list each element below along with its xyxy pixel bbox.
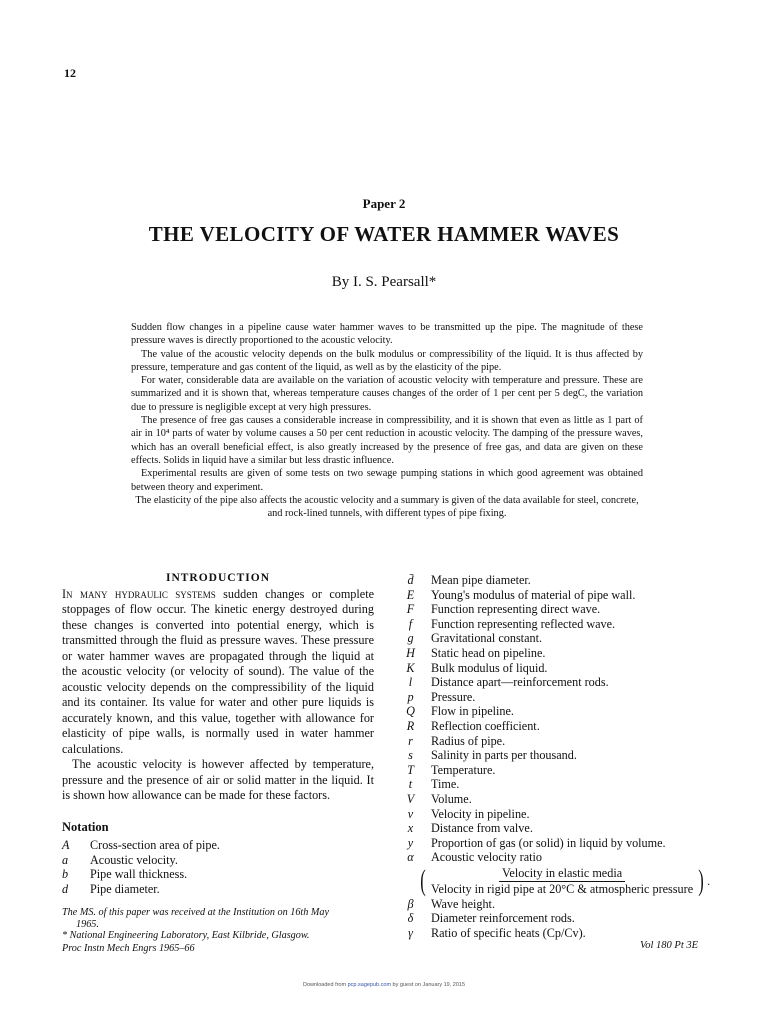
notation-row (390, 792, 720, 807)
abstract-paragraph: The value of the acoustic velocity depends on the bulk modulus or compressibility of the liquid. It is thus affected by pressure, temperature and gas content of the liquid, as well as by the elasticity of the pipe. (131, 348, 643, 373)
notation-row (390, 926, 720, 941)
notation-symbol: V (406, 791, 415, 806)
notation-row (390, 911, 720, 926)
page-number: 12 (64, 66, 76, 80)
right-parenthesis: ) (698, 864, 704, 898)
notation-description: Cross-section area of pipe. (90, 838, 220, 852)
left-parenthesis: ( (420, 864, 426, 898)
notation-description: Bulk modulus of liquid. (431, 660, 548, 675)
notation-symbol: g (407, 631, 414, 646)
notation-symbol: d̄ (407, 573, 414, 587)
received-note: The MS. of this paper was received at the Institution on 16th May (62, 907, 330, 918)
notation-symbol: H (406, 645, 415, 660)
notation-description: Reflection coefficient. (431, 718, 540, 733)
introduction-heading: INTRODUCTION (165, 572, 270, 584)
notation-row (390, 661, 720, 676)
notation-description: Distance apart—reinforcement rods. (431, 675, 609, 690)
notation-row (62, 838, 382, 853)
notation-symbol: E (406, 587, 415, 602)
ratio-numerator: Velocity in elastic media (499, 866, 625, 882)
notation-description: Pipe diameter. (90, 881, 160, 896)
notation-description: Mean pipe diameter. (431, 573, 531, 587)
author-line: By I. S. Pearsall* (331, 274, 437, 290)
notation-symbol: R (406, 718, 415, 733)
notation-description: Acoustic velocity ratio (431, 850, 543, 865)
notation-symbol: d (62, 881, 69, 896)
abstract (131, 321, 643, 520)
volume-label: Vol 180 Pt 3E (640, 940, 699, 951)
notation-description: Function representing reflected wave. (431, 616, 616, 631)
notation-row (390, 646, 720, 661)
affiliation-note: * National Engineering Laboratory, East Kilbride, Glasgow. (62, 930, 310, 941)
notation-row (62, 867, 382, 882)
download-notice (0, 982, 768, 988)
notation-row (390, 704, 720, 719)
notation-symbol: Q (406, 704, 415, 719)
notation-symbol: p (407, 689, 414, 704)
notation-description: Time. (431, 777, 460, 792)
footnotes (62, 907, 392, 942)
notation-symbol: F (406, 602, 415, 617)
notation-description: Radius of pipe. (431, 733, 506, 748)
notation-row (390, 807, 720, 822)
notation-row (390, 675, 720, 690)
ratio-fraction (428, 866, 696, 897)
notation-symbol: b (62, 867, 69, 882)
notation-row (390, 850, 720, 865)
paper-title: THE VELOCITY OF WATER HAMMER WAVES (148, 222, 620, 246)
abstract-paragraph: The presence of free gas causes a considerable increase in compressibility, and it is shown that even as little as 1 part of air in 10⁴ parts of water by volume causes a 50 per cent reduction in acoustic velocity. The damping of the pressure waves, which has an overall beneficial effect, is also greatly increased by the presence of free gas, and data are given on these effects. Solids in liquid have a similar but less drastic influence. (131, 415, 643, 466)
notation-symbol: l (408, 675, 413, 690)
introduction-section (62, 571, 374, 804)
introduction-paragraph: The acoustic velocity is however affected by temperature, pressure and the presence of air or solid matter in the liquid. It is shown how allowance can be made for these factors. (62, 757, 374, 802)
notation-row (390, 719, 720, 734)
introduction-lead-in: In many hydraulic systems (62, 586, 216, 601)
notation-description: Pressure. (431, 689, 476, 704)
notation-description: Velocity in pipeline. (431, 806, 530, 821)
notation-symbol: A (62, 838, 70, 852)
introduction-text: sudden changes or complete stoppages of flow occur. The kinetic energy destroyed during these changes is converted into potential energy, which is transmitted through the fluid as pressure waves. These pressure or water hammer waves are propagated through the liquid at the acoustic velocity (or velocity of sound). The value of the acoustic velocity depends on the compressibility of the liquid and its container. Its value for water and other pure liquids is accurately known, and this value, together with allowance for elasticity of pipe walls, is normally used in water hammer calculations. (62, 586, 374, 756)
notation-symbol: δ (407, 911, 414, 926)
notation-description: Temperature. (431, 762, 496, 777)
notation-description: Diameter reinforcement rods. (431, 911, 575, 926)
notation-row (390, 631, 720, 646)
notation-symbol: T (407, 762, 414, 777)
notation-row (390, 573, 720, 588)
notation-description: Flow in pipeline. (431, 704, 514, 719)
notation-row (390, 763, 720, 778)
notation-row (62, 882, 382, 897)
notation-description: Young's modulus of material of pipe wall. (431, 587, 636, 602)
notation-symbol: f (408, 616, 413, 631)
notation-row (390, 897, 720, 912)
notation-row (62, 853, 382, 868)
notation-description: Distance from valve. (431, 821, 533, 836)
notation-symbol: K (406, 660, 415, 675)
notation-description: Ratio of specific heats (Cp/Cv). (431, 926, 586, 941)
introduction-paragraph (62, 587, 374, 758)
notation-description: Proportion of gas (or solid) in liquid by volume. (431, 835, 666, 850)
download-prefix: Downloaded from (302, 982, 348, 988)
download-link[interactable]: pcp.sagepub.com (347, 982, 392, 988)
notation-symbol: v (407, 806, 414, 821)
abstract-paragraph: For water, considerable data are available on the variation of acoustic velocity with temperature and pressure. These are summarized and it is shown that, whereas temperature causes changes of the order of 1 per cent per 5 degC, the variation due to pressure is negligible except at very high pressures. (131, 375, 643, 413)
notation-description: Function representing direct wave. (431, 602, 601, 617)
paper-label: Paper 2 (362, 196, 406, 211)
abstract-paragraph: The elasticity of the pipe also affects the acoustic velocity and a summary is given of the data available for steel, concrete, and rock-lined tunnels, with different types of pipe fixing. (135, 494, 639, 520)
notation-row (390, 836, 720, 851)
notation-description: Acoustic velocity. (90, 852, 178, 867)
notation-list-right (390, 573, 720, 941)
notation-symbol: α (407, 850, 414, 865)
notation-symbol: y (407, 835, 414, 850)
notation-heading: Notation (62, 820, 109, 834)
notation-description: Gravitational constant. (431, 631, 543, 646)
notation-symbol: s (408, 748, 413, 763)
notation-symbol: t (408, 777, 413, 792)
notation-symbol: γ (408, 926, 413, 941)
notation-symbol: β (407, 896, 414, 911)
received-note-year: 1965. (76, 918, 99, 930)
notation-symbol: r (408, 733, 413, 748)
download-suffix: by guest on January 19, 2015 (391, 982, 466, 988)
notation-list-left (62, 838, 382, 896)
ratio-denominator: Velocity in rigid pipe at 20°C & atmospheric pressure (431, 881, 694, 896)
notation-row (390, 588, 720, 603)
notation-row (390, 748, 720, 763)
notation-row (390, 602, 720, 617)
notation-row (390, 821, 720, 836)
notation-description: Volume. (431, 791, 472, 806)
notation-row (390, 690, 720, 705)
notation-row (390, 617, 720, 632)
notation-symbol: a (62, 852, 69, 867)
notation-description: Static head on pipeline. (431, 645, 546, 660)
abstract-paragraph: Experimental results are given of some tests on two sewage pumping stations in which good agreement was obtained between theory and experiment. (131, 468, 643, 493)
ratio-period: . (707, 874, 711, 889)
velocity-ratio-formula (418, 866, 720, 897)
notation-row (390, 734, 720, 749)
notation-description: Pipe wall thickness. (90, 867, 188, 882)
notation-symbol: x (407, 821, 414, 836)
notation-description: Salinity in parts per thousand. (431, 748, 577, 763)
notation-row (390, 777, 720, 792)
abstract-paragraph: Sudden flow changes in a pipeline cause water hammer waves to be transmitted up the pipe. The magnitude of these pressure waves is directly proportioned to the acoustic velocity. (131, 322, 643, 347)
journal-citation: Proc Instn Mech Engrs 1965–66 (62, 943, 195, 954)
notation-description: Wave height. (431, 896, 495, 911)
